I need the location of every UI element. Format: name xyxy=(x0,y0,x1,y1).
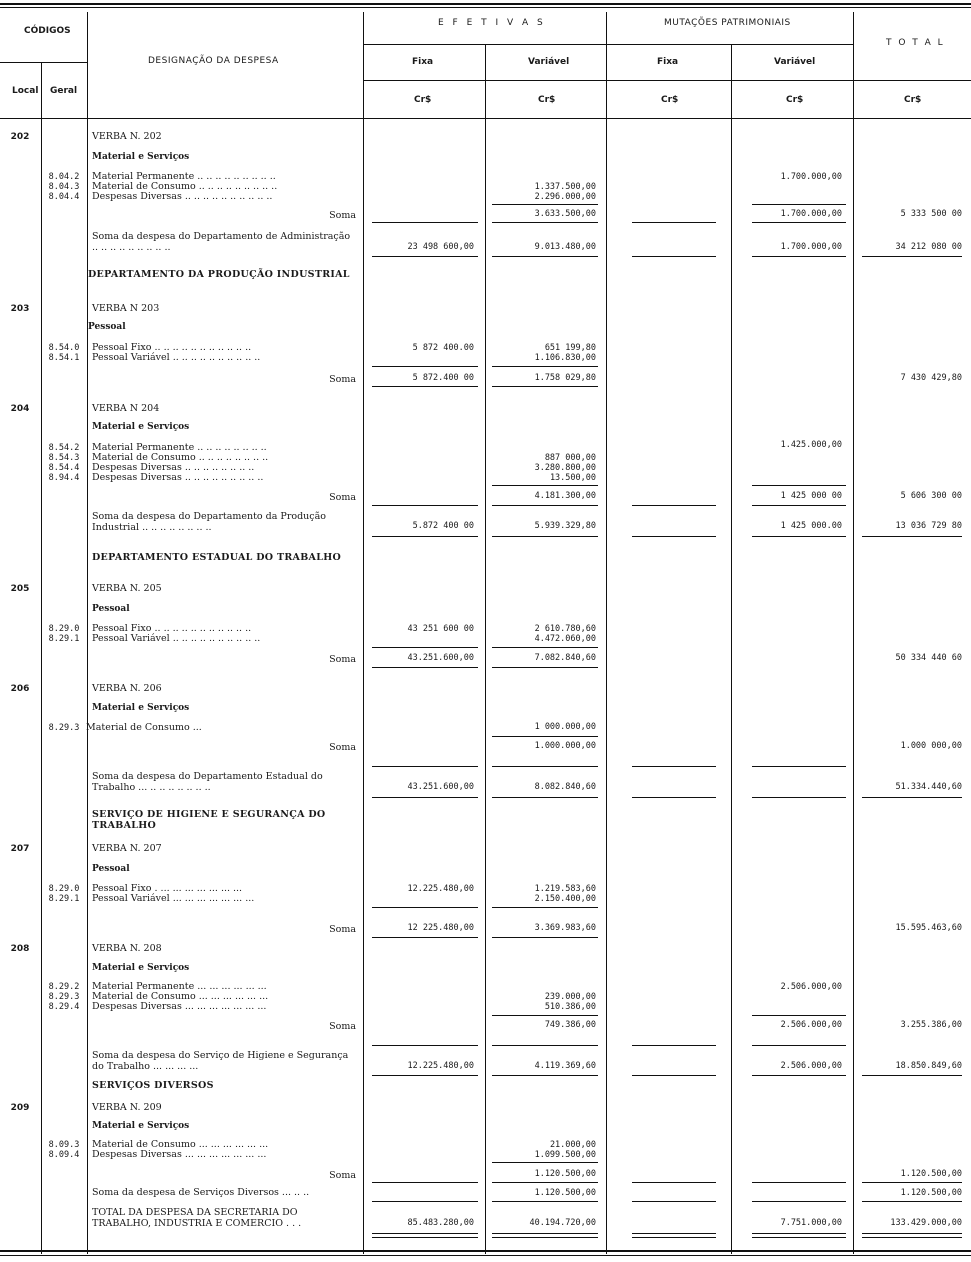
local-209: 209 xyxy=(10,1103,30,1113)
rule xyxy=(372,1233,478,1234)
rule xyxy=(752,256,846,257)
grand-total-mut-var: 7.751.000,00 xyxy=(780,1218,842,1228)
rule xyxy=(752,1233,846,1234)
rule xyxy=(372,1201,478,1202)
var-202: 1.337.500,00 2.296.000,00 xyxy=(534,182,596,202)
local-208: 208 xyxy=(10,944,30,954)
header-mut-fixa: Fixa xyxy=(657,57,679,67)
rule xyxy=(862,1182,962,1183)
col-rule-local xyxy=(41,62,42,1254)
rule xyxy=(492,366,598,367)
header-variavel: Variável xyxy=(528,57,570,67)
dept-trab-label: Soma da despesa do Departamento Estadual do Trabalho ... .. .. .. .. .. .. .. xyxy=(92,771,323,793)
local-204: 204 xyxy=(10,404,30,414)
rule xyxy=(492,1045,598,1046)
top-rule-2 xyxy=(0,7,971,8)
rule xyxy=(372,797,478,798)
rule xyxy=(372,937,478,938)
codigos-rule xyxy=(0,62,88,63)
rule xyxy=(632,1182,716,1183)
dept-adm-total: 34 212 080 00 xyxy=(895,242,962,252)
dept-prod-mut-var: 1 425 000.00 xyxy=(780,521,842,531)
items-203: Pessoal Fixo .. .. .. .. .. .. .. .. .. .. .. Pessoal Variável .. .. .. .. .. .. .. .. .. .. xyxy=(92,342,261,363)
group-204: Material e Serviços xyxy=(92,422,190,432)
rule xyxy=(632,1233,716,1234)
rule xyxy=(372,1237,478,1238)
header-designacao: DESIGNAÇÃO DA DESPESA xyxy=(148,56,279,66)
grand-total-total: 133.429.000,00 xyxy=(890,1218,962,1228)
dept-adm-fixa: 23 498 600,00 xyxy=(407,242,474,252)
rule xyxy=(492,907,598,908)
rule xyxy=(752,222,846,223)
rule xyxy=(752,766,846,767)
rule xyxy=(492,204,598,205)
soma-202: Soma xyxy=(329,210,356,221)
dept-hig-mut-var: 2.506.000,00 xyxy=(780,1061,842,1071)
col-rule-mutacoes xyxy=(853,12,854,1254)
rule xyxy=(492,1237,598,1238)
rule xyxy=(632,1237,716,1238)
verba-207: VERBA N. 207 xyxy=(92,843,162,854)
verba-208: VERBA N. 208 xyxy=(92,943,162,954)
soma-206: Soma xyxy=(329,742,356,753)
group-207: Pessoal xyxy=(92,864,130,874)
rule xyxy=(862,1237,962,1238)
rule xyxy=(492,1075,598,1076)
group-205: Pessoal xyxy=(92,604,130,614)
rule xyxy=(492,1201,598,1202)
var-205: 2 610.780,60 4.472.060,00 xyxy=(534,624,596,644)
fixa-203: 5 872 400.00 xyxy=(412,343,474,353)
dept-prod-var: 5.939.329,80 xyxy=(534,521,596,531)
rule xyxy=(632,222,716,223)
items-209: Material de Consumo ... ... ... ... ... ... Despesas Diversas ... ... ... ... ... ... ... xyxy=(92,1139,269,1160)
subheader-rule xyxy=(364,80,853,81)
soma-total-203: 7 430 429,80 xyxy=(900,373,962,383)
var-206: 1 000.000,00 xyxy=(534,722,596,732)
rule xyxy=(752,1237,846,1238)
mut-var-208: 2.506.000,00 xyxy=(780,982,842,992)
rule xyxy=(492,536,598,537)
rule xyxy=(862,256,962,257)
soma-var-203: 1.758 029,80 xyxy=(534,373,596,383)
group-203: Pessoal xyxy=(88,322,126,332)
col-rule-desc xyxy=(363,12,364,1254)
rule xyxy=(632,256,716,257)
dept-adm-label: Soma da despesa do Departamento de Administração .. .. .. .. .. .. .. .. .. xyxy=(92,231,351,253)
group-206: Material e Serviços xyxy=(92,703,190,713)
rule xyxy=(632,797,716,798)
soma-fixa-203: 5 872.400 00 xyxy=(412,373,474,383)
rule xyxy=(372,386,478,387)
codes-208: 8.29.2 8.29.3 8.29.4 xyxy=(48,982,80,1012)
rule xyxy=(752,1045,846,1046)
rule xyxy=(862,797,962,798)
soma-205: Soma xyxy=(329,654,356,665)
dept-div-var: 1.120.500,00 xyxy=(534,1188,596,1198)
rule xyxy=(632,1201,716,1202)
rule xyxy=(492,1233,598,1234)
dept-div-label: Soma da despesa de Serviços Diversos ... .. .. xyxy=(92,1187,310,1198)
items-204: Material Permanente .. .. .. .. .. .. .. .. Material de Consumo .. .. .. .. .. .. .. .. Despesas Diversas .. .. .. .. .. .. .. .. Despesas Diversas .. .. .. .. .. .. .. .. .. xyxy=(92,442,269,483)
soma-204: Soma xyxy=(329,492,356,503)
efetivas-rule xyxy=(364,44,853,45)
rule xyxy=(752,204,846,205)
soma-var-207: 3.369.983,60 xyxy=(534,923,596,933)
codes-205: 8.29.0 8.29.1 xyxy=(48,624,80,644)
soma-total-208: 3.255.386,00 xyxy=(900,1020,962,1030)
codes-207: 8.29.0 8.29.1 xyxy=(48,884,80,904)
rule xyxy=(372,667,478,668)
rule xyxy=(372,1182,478,1183)
rule xyxy=(372,505,478,506)
rule xyxy=(492,736,598,737)
rule xyxy=(752,485,846,486)
soma-total-202: 5 333 500 00 xyxy=(900,209,962,219)
mut-var-202: 1.700.000,00 xyxy=(780,172,842,182)
local-206: 206 xyxy=(10,684,30,694)
rule xyxy=(492,766,598,767)
rule xyxy=(492,1162,598,1163)
rule xyxy=(372,766,478,767)
dept-div-total: 1.120.500,00 xyxy=(900,1188,962,1198)
verba-203: VERBA N 203 xyxy=(92,303,160,314)
rule xyxy=(492,937,598,938)
dept-prod-fixa: 5.872 400 00 xyxy=(412,521,474,531)
dept-trabalho-heading: DEPARTAMENTO ESTADUAL DO TRABALHO xyxy=(92,552,342,563)
col-rule-fixa xyxy=(485,44,486,1254)
codes-204: 8.54.2 8.54.3 8.54.4 8.94.4 xyxy=(48,443,80,483)
rule xyxy=(492,256,598,257)
soma-209: Soma xyxy=(329,1170,356,1181)
items-206: Material de Consumo ... xyxy=(86,722,202,733)
local-203: 203 xyxy=(10,304,30,314)
items-208: Material Permanente ... ... ... ... ... ... Material de Consumo ... ... ... ... ... ... Despesas Diversas ... ... ... ... ... ... ... xyxy=(92,981,269,1012)
var-209: 21.000,00 1.099.500,00 xyxy=(534,1140,596,1160)
dept-higiene-heading: SERVIÇO DE HIGIENE E SEGURANÇA DO TRABALHO xyxy=(92,809,326,831)
soma-mut-var-204: 1 425 000 00 xyxy=(780,491,842,501)
header-codigos: CÓDIGOS xyxy=(24,26,71,36)
dept-hig-fixa: 12.225.480,00 xyxy=(407,1061,474,1071)
soma-var-208: 749.386,00 xyxy=(544,1020,596,1030)
codes-206: 8.29.3 xyxy=(48,723,80,733)
rule xyxy=(752,505,846,506)
bottom-rule-2 xyxy=(0,1255,971,1256)
soma-total-206: 1.000 000,00 xyxy=(900,741,962,751)
rule xyxy=(372,907,478,908)
verba-206: VERBA N. 206 xyxy=(92,683,162,694)
soma-mut-var-208: 2.506.000,00 xyxy=(780,1020,842,1030)
soma-fixa-205: 43.251.600,00 xyxy=(407,653,474,663)
var-207: 1.219.583,60 2.150.400,00 xyxy=(534,884,596,904)
rule xyxy=(372,256,478,257)
rule xyxy=(372,536,478,537)
header-total: T O T A L xyxy=(886,38,945,48)
group-209: Material e Serviços xyxy=(92,1121,190,1131)
rule xyxy=(632,1045,716,1046)
dept-adm-mut-var: 1.700.000,00 xyxy=(780,242,842,252)
total-header-rule xyxy=(854,80,971,81)
mut-var-204: 1.425.000,00 xyxy=(780,440,842,450)
currency-variavel: Cr$ xyxy=(538,95,556,105)
soma-total-205: 50 334 440 60 xyxy=(895,653,962,663)
items-202: Material Permanente .. .. .. .. .. .. .. .. .. Material de Consumo .. .. .. .. .. .. .. .. .. Despesas Diversas .. .. .. .. .. .. .. .. .. .. xyxy=(92,171,278,202)
rule xyxy=(752,797,846,798)
soma-total-204: 5 606 300 00 xyxy=(900,491,962,501)
dept-hig-total: 18.850.849,60 xyxy=(895,1061,962,1071)
rule xyxy=(862,1233,962,1234)
rule xyxy=(372,647,478,648)
rule xyxy=(632,536,716,537)
dept-prod-total: 13 036 729 80 xyxy=(895,521,962,531)
rule xyxy=(632,1075,716,1076)
rule xyxy=(492,1015,598,1016)
rule xyxy=(862,1075,962,1076)
group-208: Material e Serviços xyxy=(92,963,190,973)
soma-207: Soma xyxy=(329,924,356,935)
dept-trab-var: 8.082.840,60 xyxy=(534,782,596,792)
grand-total-fixa: 85.483.280,00 xyxy=(407,1218,474,1228)
col-rule-efetivas xyxy=(606,12,607,1254)
soma-total-207: 15.595.463,60 xyxy=(895,923,962,933)
local-207: 207 xyxy=(10,844,30,854)
soma-var-202: 3.633.500,00 xyxy=(534,209,596,219)
header-fixa: Fixa xyxy=(412,57,434,67)
group-202: Material e Serviços xyxy=(92,152,190,162)
soma-var-205: 7.082.840,60 xyxy=(534,653,596,663)
dept-trab-total: 51.334.440,60 xyxy=(895,782,962,792)
fixa-205: 43 251 600 00 xyxy=(407,624,474,634)
rule xyxy=(372,222,478,223)
rule xyxy=(752,1182,846,1183)
rule xyxy=(862,1201,962,1202)
codes-203: 8.54.0 8.54.1 xyxy=(48,343,80,363)
currency-mut-fixa: Cr$ xyxy=(661,95,679,105)
rule xyxy=(752,1015,846,1016)
rule xyxy=(492,386,598,387)
rule xyxy=(492,1182,598,1183)
grand-total-label: TOTAL DA DESPESA DA SECRETARIA DO TRABALHO, INDUSTRIA E COMERCIO . . . xyxy=(92,1207,302,1229)
header-geral: Geral xyxy=(50,86,78,96)
rule xyxy=(752,536,846,537)
items-205: Pessoal Fixo .. .. .. .. .. .. .. .. .. .. .. Pessoal Variável .. .. .. .. .. .. .. .. .. .. xyxy=(92,623,261,644)
currency-total: Cr$ xyxy=(904,95,922,105)
local-205: 205 xyxy=(10,584,30,594)
rule xyxy=(372,1075,478,1076)
codes-202: 8.04.2 8.04.3 8.04.4 xyxy=(48,172,80,202)
col-rule-mut-fixa xyxy=(731,44,732,1254)
dept-prod-label: Soma da despesa do Departamento da Produção Industrial .. .. .. .. .. .. .. .. xyxy=(92,511,326,533)
soma-var-209: 1.120.500,00 xyxy=(534,1169,596,1179)
col-rule-codes xyxy=(87,12,88,1254)
currency-fixa: Cr$ xyxy=(414,95,432,105)
rule xyxy=(492,485,598,486)
verba-205: VERBA N. 205 xyxy=(92,583,162,594)
top-rule xyxy=(0,3,971,5)
rule xyxy=(492,797,598,798)
rule xyxy=(862,536,962,537)
rule xyxy=(492,647,598,648)
rule xyxy=(492,667,598,668)
dept-trab-fixa: 43.251.600,00 xyxy=(407,782,474,792)
codes-209: 8.09.3 8.09.4 xyxy=(48,1140,80,1160)
var-208: 239.000,00 510.386,00 xyxy=(544,992,596,1012)
header-mutacoes: MUTAÇÕES PATRIMONIAIS xyxy=(664,18,791,28)
header-local: Local xyxy=(12,86,39,96)
rule xyxy=(372,1045,478,1046)
header-efetivas: E F E T I V A S xyxy=(438,18,546,28)
rule xyxy=(632,505,716,506)
dept-hig-var: 4.119.369,60 xyxy=(534,1061,596,1071)
verba-202: VERBA N. 202 xyxy=(92,131,162,142)
rule xyxy=(752,1201,846,1202)
dept-hig-label: Soma da despesa do Serviço de Higiene e Segurança do Trabalho ... ... ... ... xyxy=(92,1050,349,1072)
var-204: 887 000,00 3.280.800,00 13.500,00 xyxy=(534,453,596,483)
verba-209: VERBA N. 209 xyxy=(92,1102,162,1113)
rule xyxy=(372,366,478,367)
grand-total-var: 40.194.720,00 xyxy=(529,1218,596,1228)
var-203: 651 199,80 1.106.830,00 xyxy=(534,343,596,363)
rule xyxy=(492,505,598,506)
soma-var-206: 1.000.000,00 xyxy=(534,741,596,751)
verba-204: VERBA N 204 xyxy=(92,403,160,414)
soma-mut-var-202: 1.700.000,00 xyxy=(780,209,842,219)
dept-producao-heading: DEPARTAMENTO DA PRODUÇÃO INDUSTRIAL xyxy=(88,269,350,280)
rule xyxy=(492,222,598,223)
header-mut-variavel: Variável xyxy=(774,57,816,67)
rule xyxy=(632,766,716,767)
currency-mut-variavel: Cr$ xyxy=(786,95,804,105)
soma-203: Soma xyxy=(329,374,356,385)
local-202: 202 xyxy=(10,132,30,142)
soma-total-209: 1.120.500,00 xyxy=(900,1169,962,1179)
soma-208: Soma xyxy=(329,1021,356,1032)
soma-fixa-207: 12 225.480,00 xyxy=(407,923,474,933)
dept-diversos-heading: SERVIÇOS DIVERSOS xyxy=(92,1080,214,1091)
soma-var-204: 4.181.300,00 xyxy=(534,491,596,501)
dept-adm-var: 9.013.480,00 xyxy=(534,242,596,252)
fixa-207: 12.225.480,00 xyxy=(407,884,474,894)
items-207: Pessoal Fixo . ... ... ... ... ... ... ... Pessoal Variável ... ... ... ... ... ... ... xyxy=(92,883,255,904)
rule xyxy=(752,1075,846,1076)
